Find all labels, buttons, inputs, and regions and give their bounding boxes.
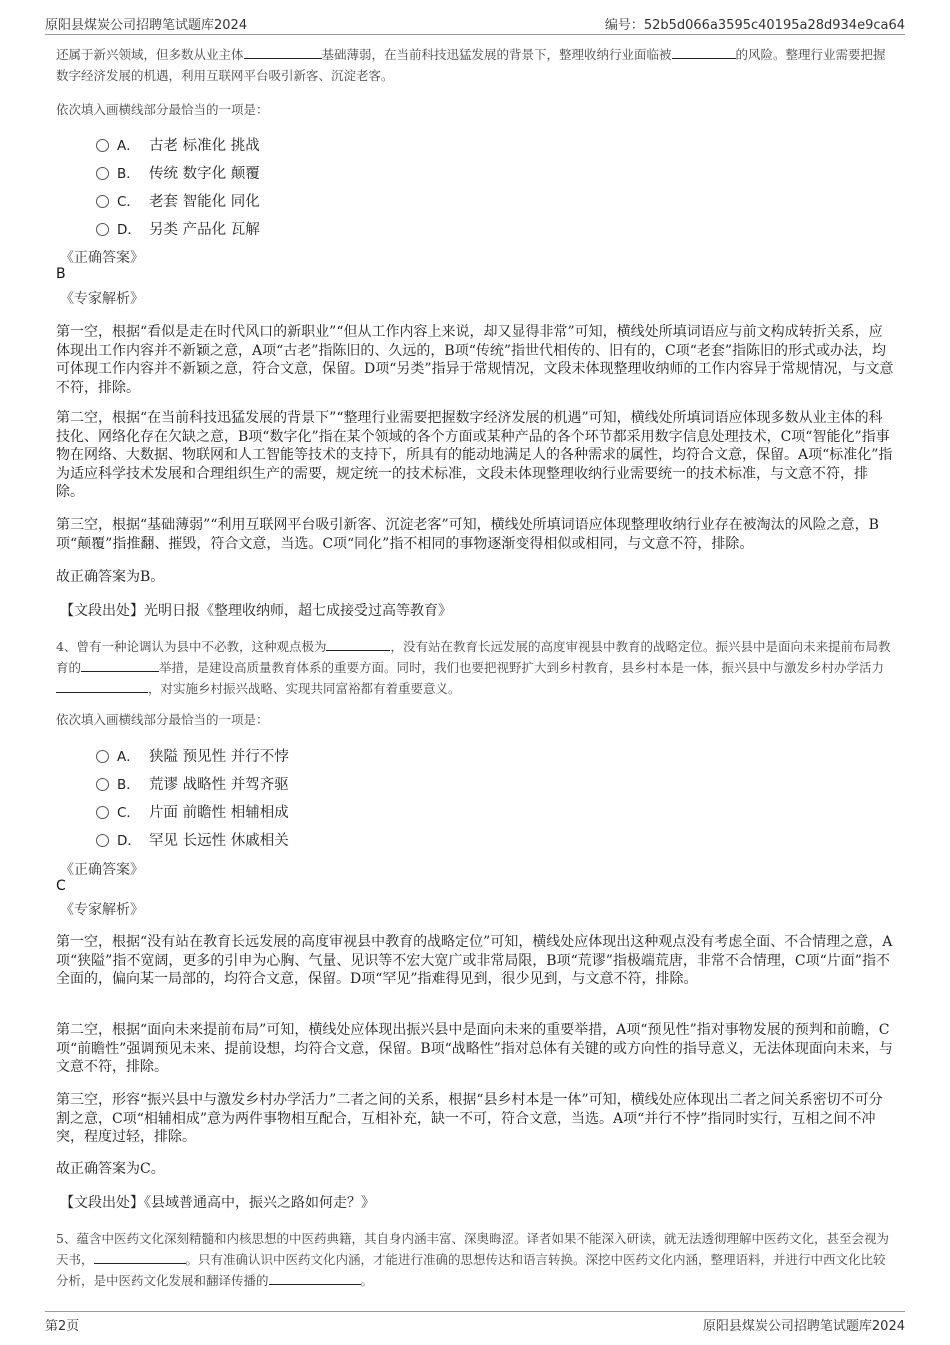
radio-icon[interactable] (96, 778, 109, 791)
blank (56, 680, 148, 693)
q4-analysis-3: 第三空，形容“振兴县中与激发乡村办学活力”二者之间的关系，根据“县乡村本是一体”可知，横线处应体现出二者之间关系密切不可分割之意，C项“相辅相成”意为两件事物相互配合，互相补充，缺一不可，符合文意，当选。A项“并行不悖”指同时实行，互相之间不冲突，程度过轻，排除。 (56, 1092, 883, 1145)
blank (81, 659, 159, 672)
q4-option-c[interactable]: C． 片面 前瞻性 相辅相成 (96, 801, 289, 823)
blank (326, 638, 390, 651)
q3-option-a[interactable]: A． 古老 标准化 挑战 (96, 134, 260, 156)
header-title: 原阳县煤炭公司招聘笔试题库2024 (45, 18, 248, 33)
radio-icon[interactable] (96, 806, 109, 819)
page-header (45, 12, 905, 35)
q3-stem: 还属于新兴领域，但多数从业主体 基础薄弱，在当前科技迅猛发展的背景下，整理收纳行业面临被 的风险。整理行业需要把握数字经济发展的机遇，利用互联网平台吸引新客、沉淀老客。 (56, 47, 886, 83)
radio-icon[interactable] (96, 195, 109, 208)
q4-analysis-1: 第一空，根据“没有站在教育长远发展的高度审视县中教育的战略定位”可知，横线处应体现出这种观点没有考虑全面、不合情理之意，A项“狭隘”指不宽阔，更多的引申为心胸、气量、见识等不宏大宽广或非常局限，B项“荒谬”指极端荒唐，非常不合情理，C项“片面”指不全面的，偏向某一局部的，均符合文意，保留。D项“罕见”指难得见到，很少见到，与文意不符，排除。 (56, 934, 893, 987)
blank (244, 46, 322, 59)
q4-stem: 4、曾有一种论调认为县中不必教，这种观点极为 ，没有站在教育长远发展的高度审视县中教育的战略定位。振兴县中是面向未来提前布局教育的 举措，是建设高质量教育体系的重要方面。同时，我们也要把视野扩大到乡村教育，县乡村本是一体，振兴县中与激发乡村办学活力，对实施乡村振兴战略、实现共同富裕都有着重要意义。 (56, 639, 891, 696)
radio-icon[interactable] (96, 834, 109, 847)
answer-label: 《正确答案》 (60, 862, 144, 878)
q4-option-d[interactable]: D． 罕见 长远性 休戚相关 (96, 829, 289, 851)
analysis-label: 《专家解析》 (60, 291, 144, 307)
blank (672, 46, 736, 59)
q3-analysis-3: 第三空，根据“基础薄弱”“利用互联网平台吸引新客、沉淀老客”可知，横线处所填词语应体现整理收纳行业存在被淘汰的风险之意，B项“颠覆”指推翻、摧毁，符合文意，当选。C项“同化”指不相同的事物逐渐变得相似或相同，与文意不符，排除。 (56, 517, 879, 552)
q4-conclusion: 故正确答案为C。 (56, 1161, 165, 1177)
blank (269, 1272, 361, 1285)
q5-stem: 5、蕴含中医药文化深刻精髓和内核思想的中医药典籍，其自身内涵丰富、深奥晦涩。译者如果不能深入研读，就无法透彻理解中医药文化，甚至会视为天书， 。只有准确认识中医药文化内涵，才能进行准确的思想传达和语言转换。深挖中医药文化内涵，整理语料，并进行中西文化比较分析，是中医药文化发展和翻译传播的 。 (56, 1231, 889, 1288)
q3-source: 【文段出处】光明日报《整理收纳师，超七成接受过高等教育》 (60, 603, 452, 619)
q4-option-b[interactable]: B． 荒谬 战略性 并驾齐驱 (96, 773, 289, 795)
q3-instruction: 依次填入画横线部分最恰当的一项是： (56, 102, 269, 117)
radio-icon[interactable] (96, 139, 109, 152)
q4-option-a[interactable]: A． 狭隘 预见性 并行不悖 (96, 745, 289, 767)
q4-instruction: 依次填入画横线部分最恰当的一项是： (56, 712, 269, 727)
q3-conclusion: 故正确答案为B。 (56, 569, 165, 585)
q3-analysis-2: 第二空，根据“在当前科技迅猛发展的背景下”“整理行业需要把握数字经济发展的机遇”可知，横线处所填词语应体现多数从业主体的科技化、网络化存在欠缺之意，B项“数字化”指在某个领域的各个方面或某种产品的各个环节都采用数字信息处理技术，C项“智能化”指事物在网络、大数据、物联网和人工智能等技术的支持下，所具有的能动地满足人的各种需求的属性，均符合文意，保留。A项“标准化”指为适应科学技术发展和合理组织生产的需要，规定统一的技术标准，文段未体现整理收纳行业需要统一的技术标准，与文意不符，排除。 (56, 410, 893, 500)
q3-analysis-1: 第一空，根据“看似是走在时代风口的新职业”“但从工作内容上来说，却又显得非常”可知，横线处所填词语应与前文构成转折关系，应体现出工作内容并不新颖之意，A项“古老”指陈旧的、久远的，B项“传统”指世代相传的、旧有的，C项“老套”指陈旧的形式或办法，均可体现工作内容并不新颖之意，符合文意，保留。D项“另类”指异于常规情况，文段未体现整理收纳师的工作内容异于常规情况，与文意不符，排除。 (56, 324, 894, 396)
q3-option-b[interactable]: B． 传统 数字化 颠覆 (96, 162, 260, 184)
analysis-label: 《专家解析》 (60, 902, 144, 918)
blank (94, 1251, 186, 1264)
radio-icon[interactable] (96, 223, 109, 236)
q4-analysis-2: 第二空，根据“面向未来提前布局”可知，横线处应体现出振兴县中是面向未来的重要举措，A项“预见性”指对事物发展的预判和前瞻，C项“前瞻性”强调预见未来、提前设想，均符合文意，保留。B项“战略性”指对总体有关键的或方向性的指导意义，无法体现面向未来，与文意不符，排除。 (56, 1022, 893, 1075)
radio-icon[interactable] (96, 167, 109, 180)
answer-value: C (56, 878, 66, 894)
header-doc-id: 编号：52b5d066a3595c40195a28d934e9ca64 (604, 18, 905, 33)
answer-label: 《正确答案》 (60, 250, 144, 266)
footer-title: 原阳县煤炭公司招聘笔试题库2024 (702, 1319, 905, 1334)
q4-source: 【文段出处】《县域普通高中，振兴之路如何走？》 (60, 1195, 375, 1211)
radio-icon[interactable] (96, 750, 109, 763)
page-footer (45, 1311, 905, 1334)
answer-value: B (56, 266, 66, 282)
page-number: 第2页 (45, 1319, 80, 1334)
q3-option-c[interactable]: C． 老套 智能化 同化 (96, 190, 260, 212)
q3-option-d[interactable]: D． 另类 产品化 瓦解 (96, 218, 260, 240)
